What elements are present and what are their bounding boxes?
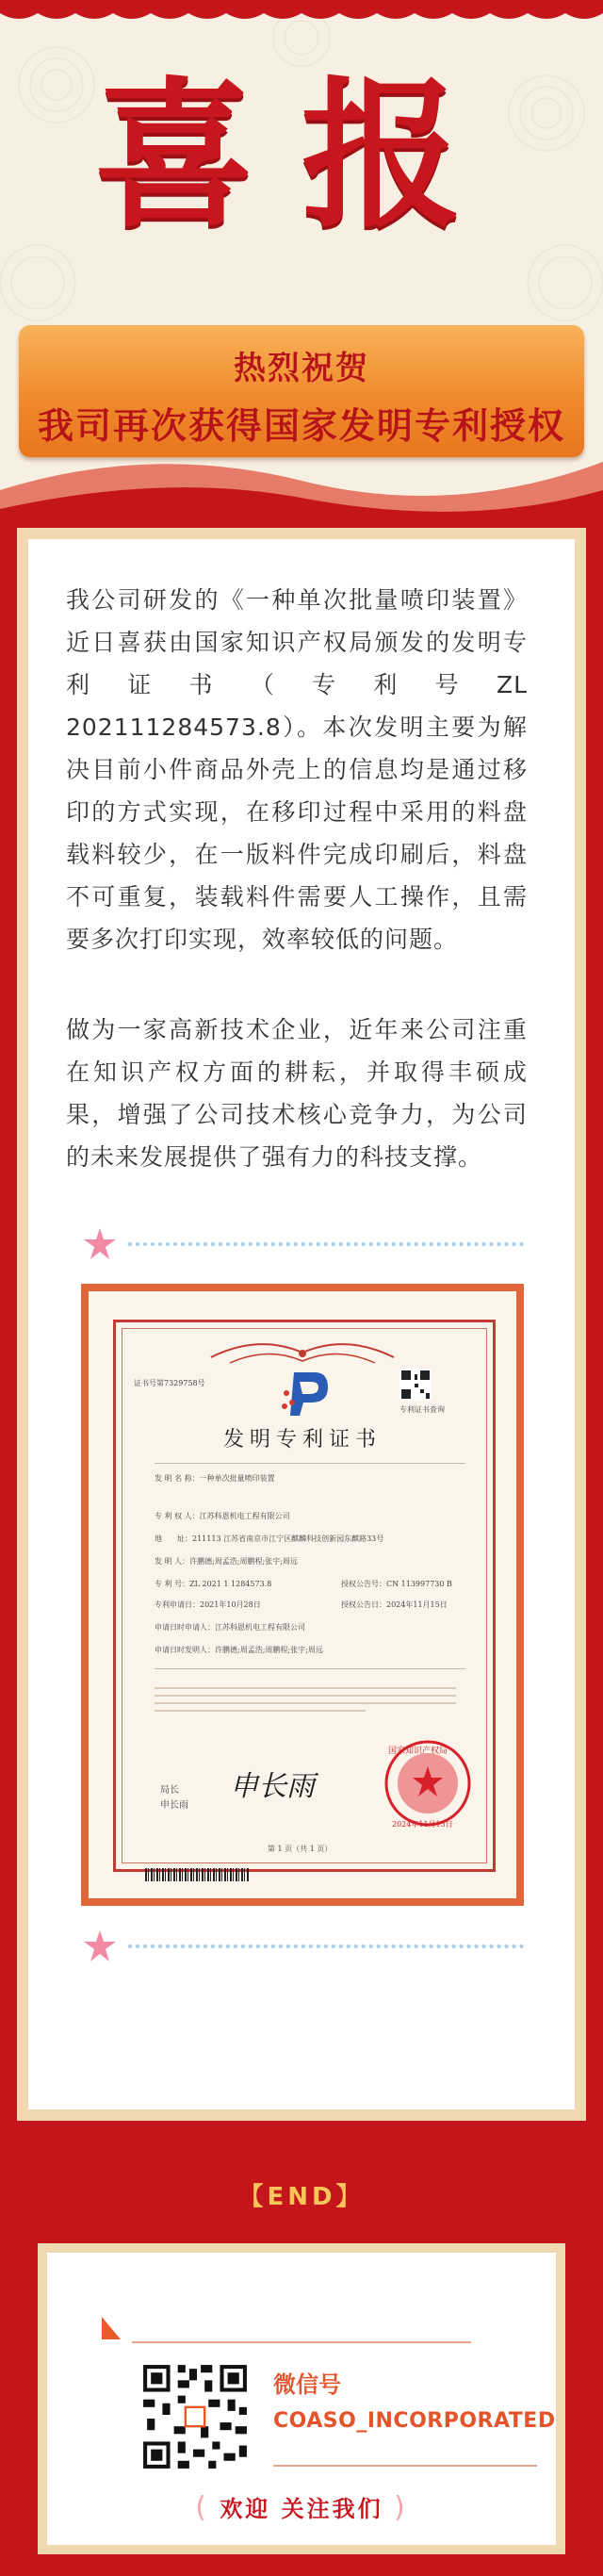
banner-line1: 热烈祝贺 [234,350,369,387]
star-icon [81,1928,119,1965]
director-label: 局长 [160,1785,179,1796]
barcode [145,1868,249,1881]
end-label: 【END】 [238,2183,365,2211]
certificate-paper [89,1291,516,1898]
applicant: 申请日时申请人：江苏科恩机电工程有限公司 [155,1623,305,1632]
apply-date: 专利申请日：2021年10月28日 [155,1600,261,1609]
footer-rule-bottom [273,2465,537,2467]
follow-text: 欢迎 关注我们 [220,2496,383,2522]
curtain-decoration [0,0,603,25]
patent-number: 专 利 号：ZL 2021 1 1284573.8 [155,1580,272,1588]
banner-line2: 我司再次获得国家发明专利授权 [37,405,565,447]
star-icon [81,1225,119,1263]
wechat-qr-code[interactable] [139,2361,251,2472]
page-note: 第 1 页（共 1 页） [268,1845,333,1853]
patent-certificate-image [81,1284,524,1906]
divider-bottom [81,1928,524,1965]
seal-date: 2024年11月15日 [392,1820,453,1829]
header-section [0,0,603,528]
certificate-rule-2 [155,1668,465,1669]
follow-bracket-right: ) [394,2491,408,2524]
dotted-line [128,1242,524,1250]
wechat-id[interactable]: COASO_INCORPORATED [273,2409,556,2433]
wechat-label: 微信号 [273,2371,341,2398]
applicant-inventors: 申请日时发明人：许鹏德;周孟浩;周鹏程;张宇;周远 [155,1646,323,1654]
director-name: 申长雨 [160,1800,188,1811]
corner-accent-icon [94,2311,128,2345]
intro-paragraph: 我公司研发的《一种单次批量喷印装置》近日喜获由国家知识产权局颁发的发明专利证书（专利号ZL 202111284573.8）。本次发明主要为解决目前小件商品外壳上的信息均是通过移印的方式实现，在移印过程中采用的料盘载料较少，在一版料件完成印刷后，料盘不可重复，装载料件需要人工操作，且需要多次打印实现，效率较低的问题。 [66,586,528,953]
company-paragraph: 做为一家高新技术企业，近年来公司注重在知识产权方面的耕耘，并取得丰硕成果，增强了公司技术核心竞争力，为公司的未来发展提供了强有力的科技支撑。 [66,1016,528,1171]
patentee: 专 利 权 人：江苏科恩机电工程有限公司 [155,1512,290,1520]
seal-text: 国家知识产权局 [388,1747,448,1756]
certificate-qr-icon [399,1369,432,1401]
qr-note: 专利证书查询 [399,1405,445,1414]
certificate-rule [155,1463,465,1464]
divider-top [81,1225,524,1263]
follow-us [0,2490,603,2524]
grant-date: 授权公告日：2024年11月15日 [341,1600,448,1609]
dotted-line [128,1944,524,1952]
certificate-title: 发明专利证书 [222,1428,382,1452]
invention-name: 发 明 名 称：一种单次批量喷印装置 [155,1474,275,1483]
wave-decoration [0,434,603,528]
follow-bracket-left: ( [195,2491,209,2524]
director-signature: 申长雨 [230,1770,315,1803]
certificate-number: 证书号第7329758号 [134,1379,205,1387]
page-title: 喜报 [93,61,509,250]
certificate-fineprint [155,1682,456,1717]
inventors: 发 明 人：许鹏德;周孟浩;周鹏程;张宇;周远 [155,1557,298,1566]
cnipa-logo-icon [277,1365,334,1421]
address: 地 址：211113 江苏省南京市江宁区麒麟科技创新园东麒路33号 [155,1534,384,1543]
grant-number: 授权公告号：CN 113997730 B [341,1580,452,1588]
footer-rule-top [132,2341,471,2343]
